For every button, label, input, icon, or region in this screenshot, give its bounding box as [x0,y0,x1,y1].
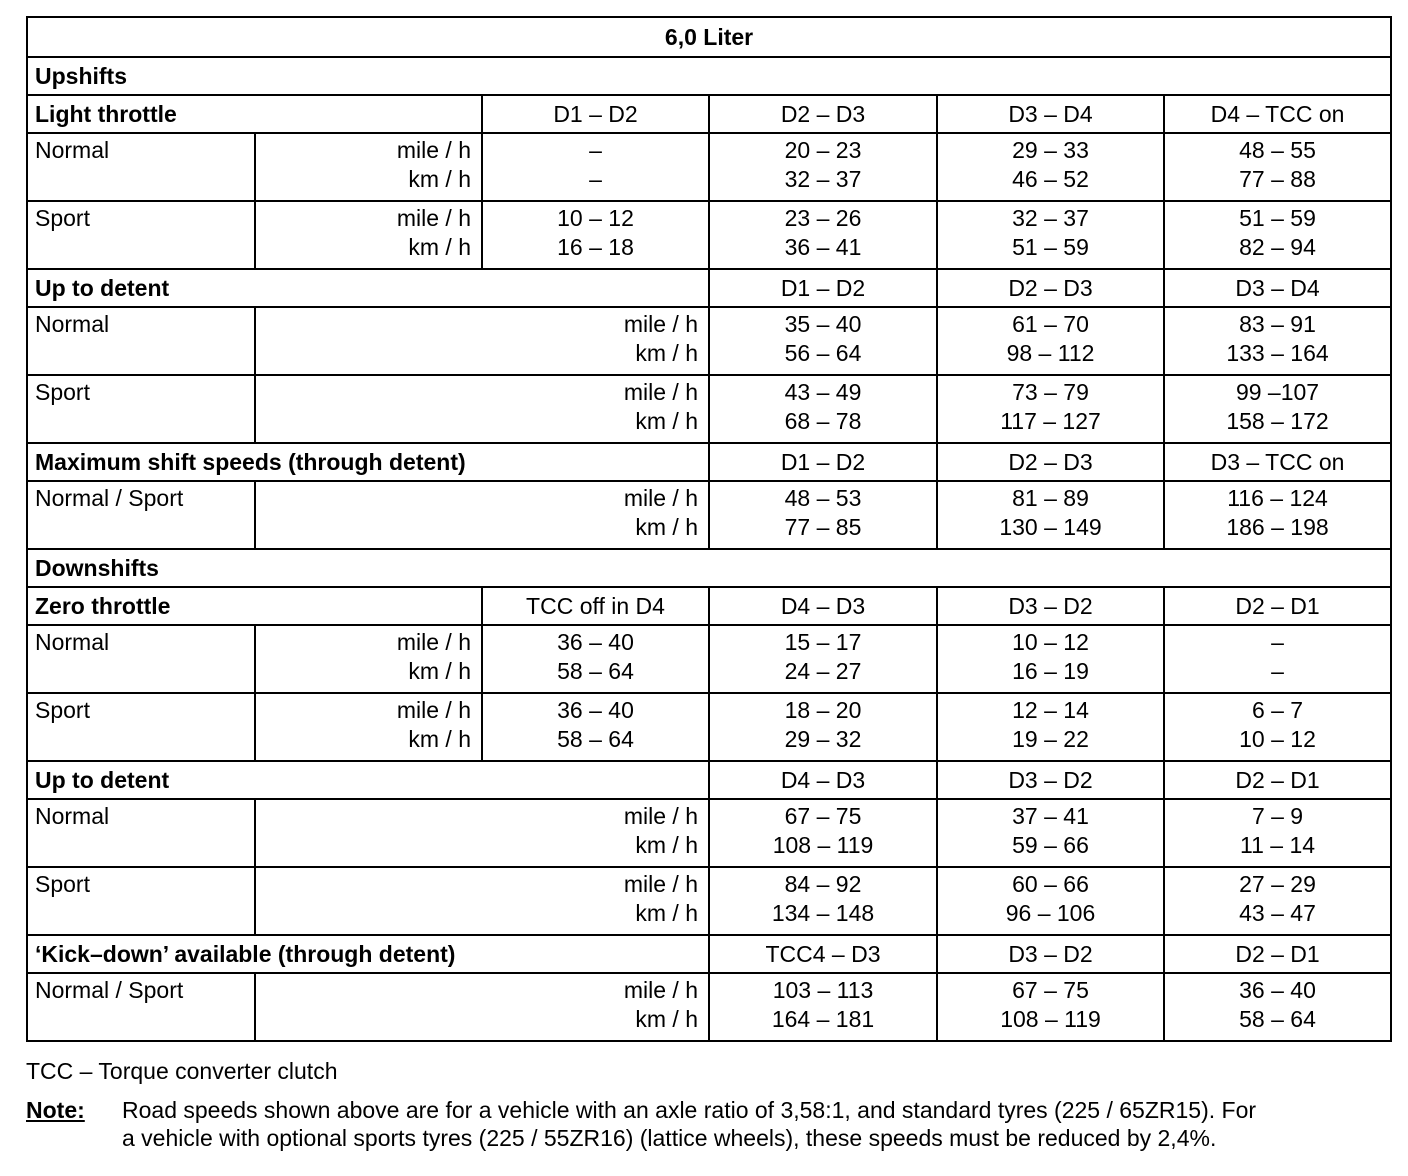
unit-label [255,201,482,269]
speed-kmh: 68 – 78 [784,408,862,434]
speed-mph: 29 – 33 [1012,137,1089,163]
unit-label [255,693,482,761]
table-row [27,867,1391,935]
speed-value-cell [482,133,709,201]
speed-mph: 84 – 92 [784,871,862,897]
shift-column-header: D1 – D2 [482,95,709,133]
unit-label [255,625,482,693]
speed-value-cell [709,201,937,269]
shift-column-header: D3 – D2 [937,587,1164,625]
speed-kmh: 58 – 64 [557,726,634,752]
speed-mph: 73 – 79 [1012,379,1089,405]
speed-value-cell [709,625,937,693]
speed-mph: 83 – 91 [1239,311,1316,337]
speed-kmh: 108 – 119 [772,832,874,858]
subsection-header-row [27,269,1391,307]
speed-mph: 23 – 26 [784,205,862,231]
note-label: Note: [26,1097,85,1123]
driving-mode-label: Sport [27,867,255,935]
speed-mph: 48 – 53 [784,485,862,511]
shift-column-header: D3 – D4 [1164,269,1391,307]
subsection-header-row [27,587,1391,625]
unit-label [255,867,709,935]
driving-mode-label: Sport [27,693,255,761]
shift-column-header: TCC off in D4 [482,587,709,625]
speed-kmh: 16 – 19 [1012,658,1089,684]
table-row [27,693,1391,761]
unit-kmh: km / h [635,340,698,366]
speed-kmh: 130 – 149 [999,514,1102,540]
speed-mph: 43 – 49 [784,379,862,405]
speed-kmh: 98 – 112 [1006,340,1095,366]
speed-mph: 15 – 17 [784,629,862,655]
section-header-row [27,57,1391,95]
unit-mph: mile / h [396,697,471,723]
speed-value-cell [937,201,1164,269]
speed-mph: 81 – 89 [1012,485,1089,511]
shift-column-header: D3 – D2 [937,935,1164,973]
speed-value-cell [1164,973,1391,1041]
speed-kmh: 56 – 64 [784,340,862,366]
shift-column-header: TCC4 – D3 [709,935,937,973]
shift-column-header: D1 – D2 [709,269,937,307]
tcc-definition: TCC – Torque converter clutch [26,1058,338,1084]
table-row [27,133,1391,201]
speed-value-cell [937,867,1164,935]
driving-mode-label: Normal / Sport [27,973,255,1041]
table-row [27,201,1391,269]
speed-value-cell [709,799,937,867]
speed-mph: 99 –107 [1235,379,1320,405]
speed-value-cell [937,481,1164,549]
shift-column-header: D4 – D3 [709,761,937,799]
speed-mph: 67 – 75 [784,803,862,829]
speed-value-cell [482,625,709,693]
speed-mph: 116 – 124 [1227,485,1328,511]
shift-column-header: D2 – D1 [1164,587,1391,625]
shift-column-header: D2 – D3 [937,443,1164,481]
speed-kmh: 134 – 148 [771,900,875,926]
speed-value-cell [937,625,1164,693]
table-title: 6,0 Liter [27,17,1391,57]
note-line: a vehicle with optional sports tyres (225 / 55ZR16) (lattice wheels), these speeds must be reduced by 2,4%. [122,1125,1217,1151]
speed-value-cell [1164,867,1391,935]
subsection-title: Light throttle [27,95,482,133]
unit-kmh: km / h [635,832,698,858]
section-header: Downshifts [27,549,1391,587]
note-line: Road speeds shown above are for a vehicle with an axle ratio of 3,58:1, and standard tyres (225 / 65ZR15). For [122,1097,1257,1123]
unit-kmh: km / h [408,658,471,684]
table-title-row [27,17,1391,57]
speed-mph: – [1271,629,1284,655]
unit-mph: mile / h [396,137,471,163]
unit-kmh: km / h [635,900,698,926]
speed-kmh: 51 – 59 [1012,234,1089,260]
unit-label [255,375,709,443]
speed-value-cell [709,973,937,1041]
speed-mph: 51 – 59 [1239,205,1316,231]
driving-mode-label: Sport [27,201,255,269]
speed-mph: 36 – 40 [557,697,634,723]
speed-kmh: 117 – 127 [1000,408,1101,434]
table-row [27,375,1391,443]
subsection-title: ‘Kick–down’ available (through detent) [27,935,709,973]
speed-value-cell [1164,201,1391,269]
unit-kmh: km / h [408,726,471,752]
unit-mph: mile / h [623,871,698,897]
speed-value-cell [709,693,937,761]
driving-mode-label: Normal [27,307,255,375]
speed-mph: 61 – 70 [1012,311,1089,337]
speed-value-cell [709,867,937,935]
speed-kmh: 59 – 66 [1012,832,1089,858]
speed-kmh: 29 – 32 [784,726,862,752]
unit-label [255,481,709,549]
speed-kmh: 32 – 37 [784,166,862,192]
driving-mode-label: Normal [27,625,255,693]
subsection-title: Up to detent [27,761,709,799]
unit-mph: mile / h [623,485,698,511]
speed-kmh: 133 – 164 [1226,340,1329,366]
table-row [27,973,1391,1041]
unit-mph: mile / h [396,629,471,655]
speed-mph: – [589,137,602,163]
speed-kmh: 46 – 52 [1012,166,1089,192]
note [26,1096,1396,1152]
speed-value-cell [1164,133,1391,201]
section-header: Upshifts [27,57,1391,95]
speed-value-cell [709,481,937,549]
speed-value-cell [937,133,1164,201]
speed-kmh: 36 – 41 [784,234,862,260]
speed-value-cell [1164,625,1391,693]
shift-column-header: D4 – TCC on [1164,95,1391,133]
speed-kmh: – [589,166,602,192]
speed-kmh: 58 – 64 [557,658,634,684]
unit-kmh: km / h [635,1006,698,1032]
speed-value-cell [1164,693,1391,761]
speed-mph: 20 – 23 [784,137,862,163]
unit-mph: mile / h [623,379,698,405]
unit-mph: mile / h [623,977,698,1003]
shift-column-header: D3 – TCC on [1164,443,1391,481]
driving-mode-label: Normal [27,133,255,201]
speed-mph: 6 – 7 [1251,697,1304,723]
driving-mode-label: Normal / Sport [27,481,255,549]
driving-mode-label: Sport [27,375,255,443]
unit-mph: mile / h [396,205,471,231]
subsection-header-row [27,443,1391,481]
speed-value-cell [1164,307,1391,375]
speed-kmh: 77 – 88 [1239,166,1316,192]
speed-value-cell [482,201,709,269]
shift-column-header: D1 – D2 [709,443,937,481]
speed-kmh: 158 – 172 [1226,408,1329,434]
shift-column-header: D3 – D2 [937,761,1164,799]
speed-value-cell [1164,799,1391,867]
unit-kmh: km / h [408,234,471,260]
speed-mph: 18 – 20 [784,697,862,723]
speed-mph: 67 – 75 [1012,977,1089,1003]
speed-kmh: 16 – 18 [557,234,634,260]
table-row [27,481,1391,549]
driving-mode-label: Normal [27,799,255,867]
speed-value-cell [937,973,1164,1041]
shift-column-header: D2 – D3 [709,95,937,133]
speed-kmh: 58 – 64 [1239,1006,1316,1032]
speed-mph: 10 – 12 [1012,629,1089,655]
unit-kmh: km / h [408,166,471,192]
speed-value-cell [709,307,937,375]
speed-kmh: 82 – 94 [1239,234,1316,260]
speed-kmh: 24 – 27 [784,658,862,684]
speed-mph: 32 – 37 [1012,205,1089,231]
subsection-title: Up to detent [27,269,709,307]
unit-label [255,133,482,201]
speed-kmh: 96 – 106 [1005,900,1096,926]
subsection-header-row [27,935,1391,973]
unit-label [255,307,709,375]
speed-mph: 36 – 40 [1239,977,1316,1003]
speed-mph: 36 – 40 [557,629,634,655]
unit-mph: mile / h [623,803,698,829]
speed-value-cell [1164,375,1391,443]
speed-kmh: 19 – 22 [1012,726,1089,752]
subsection-header-row [27,761,1391,799]
section-header-row [27,549,1391,587]
speed-value-cell [709,375,937,443]
shift-column-header: D2 – D1 [1164,935,1391,973]
shift-column-header: D4 – D3 [709,587,937,625]
speed-kmh: 77 – 85 [784,514,862,540]
unit-kmh: km / h [635,514,698,540]
speed-value-cell [937,693,1164,761]
speed-mph: 10 – 12 [557,205,634,231]
subsection-header-row [27,95,1391,133]
speed-value-cell [709,133,937,201]
shift-table-body [27,17,1391,1041]
speed-mph: 48 – 55 [1239,137,1316,163]
speed-value-cell [482,693,709,761]
unit-label [255,973,709,1041]
unit-kmh: km / h [635,408,698,434]
shift-speed-table [26,16,1392,1042]
speed-mph: 7 – 9 [1251,803,1304,829]
speed-kmh: 108 – 119 [1000,1006,1101,1032]
speed-value-cell [1164,481,1391,549]
speed-kmh: 10 – 12 [1239,726,1316,752]
speed-value-cell [937,307,1164,375]
speed-mph: 12 – 14 [1012,697,1089,723]
shift-column-header: D2 – D3 [937,269,1164,307]
speed-kmh: 186 – 198 [1226,514,1329,540]
speed-value-cell [937,799,1164,867]
speed-kmh: – [1271,658,1284,684]
speed-mph: 27 – 29 [1239,871,1316,897]
footer [26,1056,1396,1152]
speed-mph: 35 – 40 [784,311,862,337]
speed-mph: 60 – 66 [1012,871,1089,897]
speed-mph: 37 – 41 [1012,803,1089,829]
unit-label [255,799,709,867]
speed-mph: 103 – 113 [772,977,874,1003]
note-text [122,1096,1396,1152]
shift-column-header: D2 – D1 [1164,761,1391,799]
speed-kmh: 11 – 14 [1240,832,1316,858]
unit-mph: mile / h [623,311,698,337]
table-row [27,307,1391,375]
speed-kmh: 43 – 47 [1239,900,1316,926]
speed-kmh: 164 – 181 [771,1006,875,1032]
subsection-title: Maximum shift speeds (through detent) [27,443,709,481]
shift-column-header: D3 – D4 [937,95,1164,133]
table-row [27,625,1391,693]
subsection-title: Zero throttle [27,587,482,625]
table-row [27,799,1391,867]
speed-value-cell [937,375,1164,443]
